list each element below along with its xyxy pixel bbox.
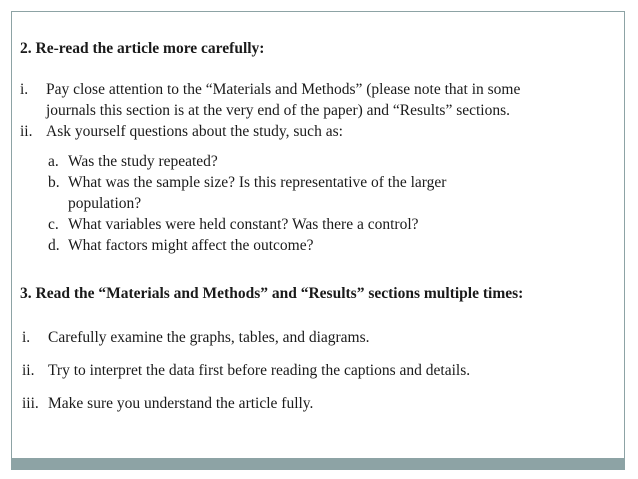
slide-bottom-band xyxy=(11,459,625,470)
item-line: Ask yourself questions about the study, such as: xyxy=(46,123,343,140)
subitem-line: population? xyxy=(68,195,142,212)
subitem-marker: d. xyxy=(48,237,60,254)
item-marker: iii. xyxy=(22,395,39,412)
section-2-heading: 2. Re-read the article more carefully: xyxy=(20,40,265,57)
section-3-heading: 3. Read the “Materials and Methods” and “Results” sections multiple times: xyxy=(20,285,524,302)
item-marker: i. xyxy=(20,81,29,98)
subitem-line: Was the study repeated? xyxy=(68,153,218,170)
item-line: journals this section is at the very end of the paper) and “Results” sections. xyxy=(46,102,511,119)
subitem-line: What variables were held constant? Was there a control? xyxy=(68,216,419,233)
item-line: Carefully examine the graphs, tables, and diagrams. xyxy=(48,329,370,346)
subitem-marker: c. xyxy=(48,216,59,233)
item-line: Make sure you understand the article fully. xyxy=(48,395,314,412)
subitem-marker: a. xyxy=(48,153,59,170)
item-marker: ii. xyxy=(22,362,35,379)
item-line: Pay close attention to the “Materials and Methods” (please note that in some xyxy=(46,81,521,98)
subitem-marker: b. xyxy=(48,174,60,191)
subitem-line: What factors might affect the outcome? xyxy=(68,237,314,254)
subitem-line: What was the sample size? Is this representative of the larger xyxy=(68,174,447,191)
item-line: Try to interpret the data first before reading the captions and details. xyxy=(48,362,471,379)
item-marker: ii. xyxy=(20,123,33,140)
item-marker: i. xyxy=(22,329,31,346)
